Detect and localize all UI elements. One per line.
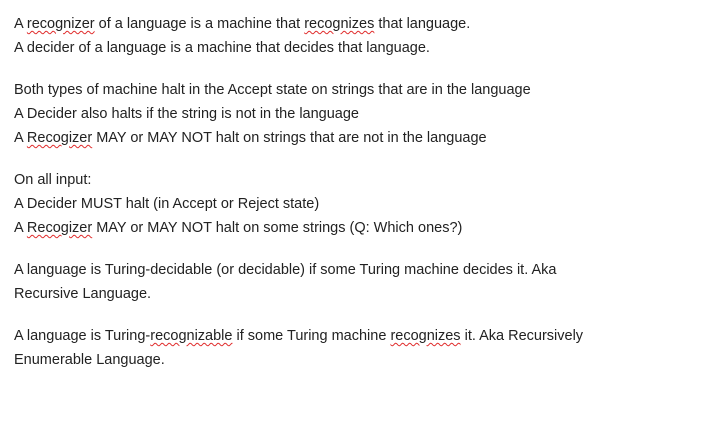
misspelled-word: Recogizer [26,220,93,236]
text-run: Recursive Language. [14,286,152,302]
text-line-turing-recognizable-line-1 [14,324,695,348]
text-run: Both types of machine halt in the Accept state on strings that are in the language [14,82,531,98]
paragraph-definitions [14,12,695,60]
text-run: of a language is a machine that [94,16,305,32]
text-line-turing-decidable-line-2 [14,282,695,306]
paragraph-halting-behavior [14,78,695,150]
text-line-decider-def [14,36,695,60]
misspelled-word: recognizable [150,328,233,344]
text-run: A [14,130,27,146]
text-run: A [14,220,27,236]
text-run: if some Turing machine [232,328,391,344]
text-line-both-types-halt [14,78,695,102]
misspelled-word: recognizes [390,328,461,344]
text-run: it. Aka Recursively [460,328,584,344]
text-run: A decider of a language is a machine that decides that language. [14,40,430,56]
misspelled-word: Recogizer [26,130,93,146]
paragraph-on-all-input [14,168,695,240]
text-line-recogizer-some-strings [14,216,695,240]
text-run: MAY or MAY NOT halt on some strings (Q: Which ones?) [92,220,463,236]
text-run: Enumerable Language. [14,352,165,368]
text-line-decider-must-halt [14,192,695,216]
text-run: A Decider also halts if the string is not in the language [14,106,359,122]
text-line-recogizer-may-halt [14,126,695,150]
text-run: A language is Turing-decidable (or decidable) if some Turing machine decides it. Aka [14,262,557,278]
misspelled-word: recognizes [304,16,375,32]
paragraph-turing-decidable [14,258,695,306]
misspelled-word: recognizer [26,16,95,32]
text-line-decider-halts [14,102,695,126]
text-run: MAY or MAY NOT halt on strings that are not in the language [92,130,487,146]
text-line-turing-recognizable-line-2 [14,348,695,372]
text-line-on-all-input-header [14,168,695,192]
text-run: that language. [374,16,471,32]
text-run: A [14,16,27,32]
text-line-turing-decidable-line-1 [14,258,695,282]
text-run: A language is Turing- [14,328,151,344]
paragraph-turing-recognizable [14,324,695,372]
text-run: On all input: [14,172,92,188]
text-run: A Decider MUST halt (in Accept or Reject state) [14,196,320,212]
text-line-recognizer-def [14,12,695,36]
